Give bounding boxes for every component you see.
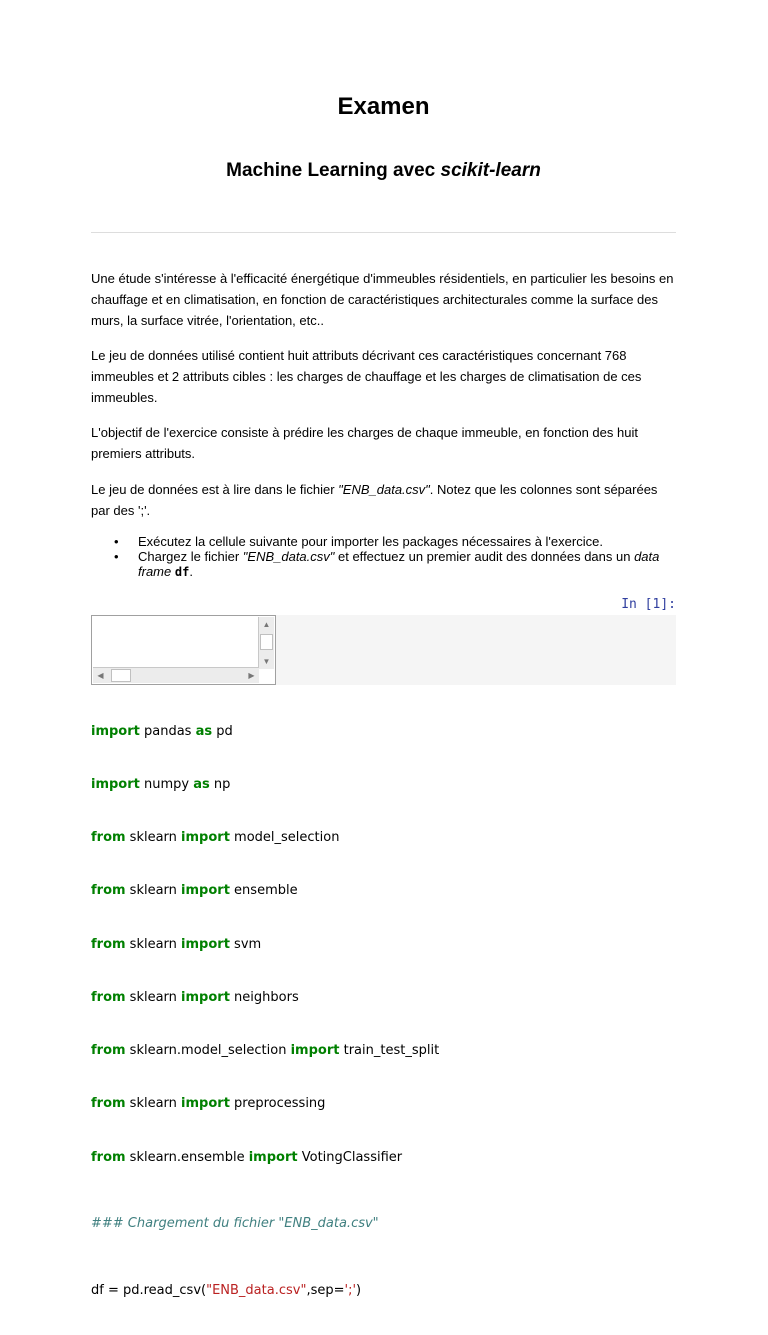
code-text: sklearn bbox=[125, 936, 182, 952]
scroll-thumb-horizontal[interactable] bbox=[111, 669, 131, 682]
keyword: from bbox=[91, 1096, 126, 1112]
scroll-up-icon[interactable]: ▲ bbox=[262, 619, 271, 629]
keyword: from bbox=[91, 830, 126, 845]
code-line bbox=[91, 723, 676, 741]
code-line bbox=[91, 1282, 676, 1300]
code-line bbox=[91, 776, 676, 794]
list-item bbox=[91, 534, 676, 549]
file-name: "ENB_data.csv" bbox=[242, 549, 335, 564]
code-comment-line bbox=[91, 1215, 676, 1233]
horizontal-scrollbar[interactable] bbox=[93, 667, 259, 683]
code-block bbox=[91, 687, 676, 1335]
code-text: ensemble bbox=[229, 883, 298, 899]
code-line bbox=[91, 882, 676, 900]
keyword: as bbox=[195, 723, 213, 739]
string-literal: "ENB_data.csv" bbox=[206, 1283, 307, 1298]
keyword: as bbox=[193, 776, 210, 792]
code-line bbox=[91, 1095, 676, 1113]
keyword: import bbox=[181, 936, 230, 952]
subtitle-emphasis: scikit-learn bbox=[440, 160, 541, 181]
string-literal: ';' bbox=[344, 1283, 357, 1298]
code-text: train_test_split bbox=[339, 1043, 440, 1058]
keyword: import bbox=[290, 1043, 340, 1058]
paragraph-objective: L'objectif de l'exercice consiste à prédire les charges de chaque immeuble, en fonction des huit premiers attributs. bbox=[91, 425, 638, 461]
paragraph-file-text-end: . Notez que les colonnes sont séparées par des ';'. bbox=[91, 482, 658, 518]
code-line bbox=[91, 936, 676, 954]
code-text: numpy bbox=[139, 776, 194, 792]
scroll-right-icon[interactable]: ▶ bbox=[248, 670, 255, 680]
code-text: ) bbox=[356, 1283, 362, 1298]
bullet-icon: • bbox=[114, 549, 119, 564]
page-title: Examen bbox=[337, 93, 430, 120]
code-text: np bbox=[209, 776, 231, 792]
paragraph-intro: Une étude s'intéresse à l'efficacité énergétique d'immeubles résidentiels, en particulier les besoins en chauffage et en climatisation, en fonction de caractéristiques architecturales comme la surface des murs, la surface vitrée, l'orientation, etc.. bbox=[91, 271, 674, 328]
code-text: sklearn bbox=[125, 883, 182, 899]
instruction-list bbox=[91, 534, 676, 580]
keyword: import bbox=[248, 1149, 298, 1165]
scroll-down-icon[interactable]: ▼ bbox=[262, 656, 271, 666]
section-divider bbox=[91, 232, 676, 233]
keyword: import bbox=[91, 776, 140, 792]
code-text: pandas bbox=[139, 723, 196, 739]
code-text: sklearn.model_selection bbox=[125, 1043, 291, 1058]
subtitle-main: Machine Learning avec bbox=[226, 160, 441, 181]
file-name: "ENB_data.csv" bbox=[338, 482, 430, 497]
code-text: df = pd.read_csv( bbox=[91, 1283, 207, 1298]
keyword: from bbox=[91, 1043, 126, 1058]
list-item-text: . bbox=[189, 564, 193, 579]
cell-prompt: In [1]: bbox=[621, 597, 676, 612]
code-line bbox=[91, 989, 676, 1007]
list-item-emphasis: data frame bbox=[138, 549, 660, 579]
list-item-text: et effectuez un premier audit des données dans un bbox=[334, 549, 635, 564]
code-line bbox=[91, 1149, 676, 1167]
code-comment: ### Chargement du fichier "ENB_data.csv" bbox=[91, 1215, 379, 1231]
paragraph-file-text: Le jeu de données est à lire dans le fichier bbox=[91, 482, 339, 497]
code-text: pd bbox=[212, 723, 233, 739]
list-item-text: Exécutez la cellule suivante pour importer les packages nécessaires à l'exercice. bbox=[138, 534, 603, 549]
code-text: sklearn bbox=[125, 830, 182, 845]
code-line bbox=[91, 1042, 676, 1060]
code-text: VotingClassifier bbox=[297, 1149, 403, 1165]
code-text: ,sep= bbox=[306, 1283, 345, 1298]
paragraph-file bbox=[91, 479, 676, 521]
code-text: model_selection bbox=[229, 830, 340, 845]
code-text: sklearn bbox=[125, 989, 182, 1005]
code-text: svm bbox=[229, 936, 262, 952]
keyword: from bbox=[91, 936, 126, 952]
code-text: sklearn.ensemble bbox=[125, 1149, 249, 1165]
scroll-thumb-vertical[interactable] bbox=[260, 634, 273, 650]
code-line bbox=[91, 829, 676, 847]
keyword: import bbox=[181, 830, 230, 845]
keyword: import bbox=[181, 989, 230, 1005]
keyword: from bbox=[91, 1149, 126, 1165]
keyword: from bbox=[91, 989, 126, 1005]
keyword: import bbox=[91, 723, 140, 739]
paragraph-dataset: Le jeu de données utilisé contient huit attributs décrivant ces caractéristiques concernant 768 immeubles et 2 attributs cibles : les charges de chauffage et les charges de climatisation de ces immeubles. bbox=[91, 348, 642, 405]
vertical-scrollbar[interactable] bbox=[258, 617, 274, 669]
keyword: import bbox=[181, 1096, 230, 1112]
list-item bbox=[91, 549, 676, 580]
scroll-left-icon[interactable]: ◀ bbox=[97, 670, 104, 680]
output-textarea[interactable] bbox=[91, 615, 276, 685]
code-text: neighbors bbox=[229, 989, 299, 1005]
inline-code: df bbox=[174, 565, 190, 579]
page-subtitle bbox=[91, 160, 676, 182]
list-item-text: Chargez le fichier bbox=[138, 549, 243, 564]
keyword: import bbox=[181, 883, 230, 899]
code-text: sklearn bbox=[125, 1096, 182, 1112]
bullet-icon: • bbox=[114, 534, 119, 549]
keyword: from bbox=[91, 883, 126, 899]
code-text: preprocessing bbox=[229, 1096, 326, 1112]
